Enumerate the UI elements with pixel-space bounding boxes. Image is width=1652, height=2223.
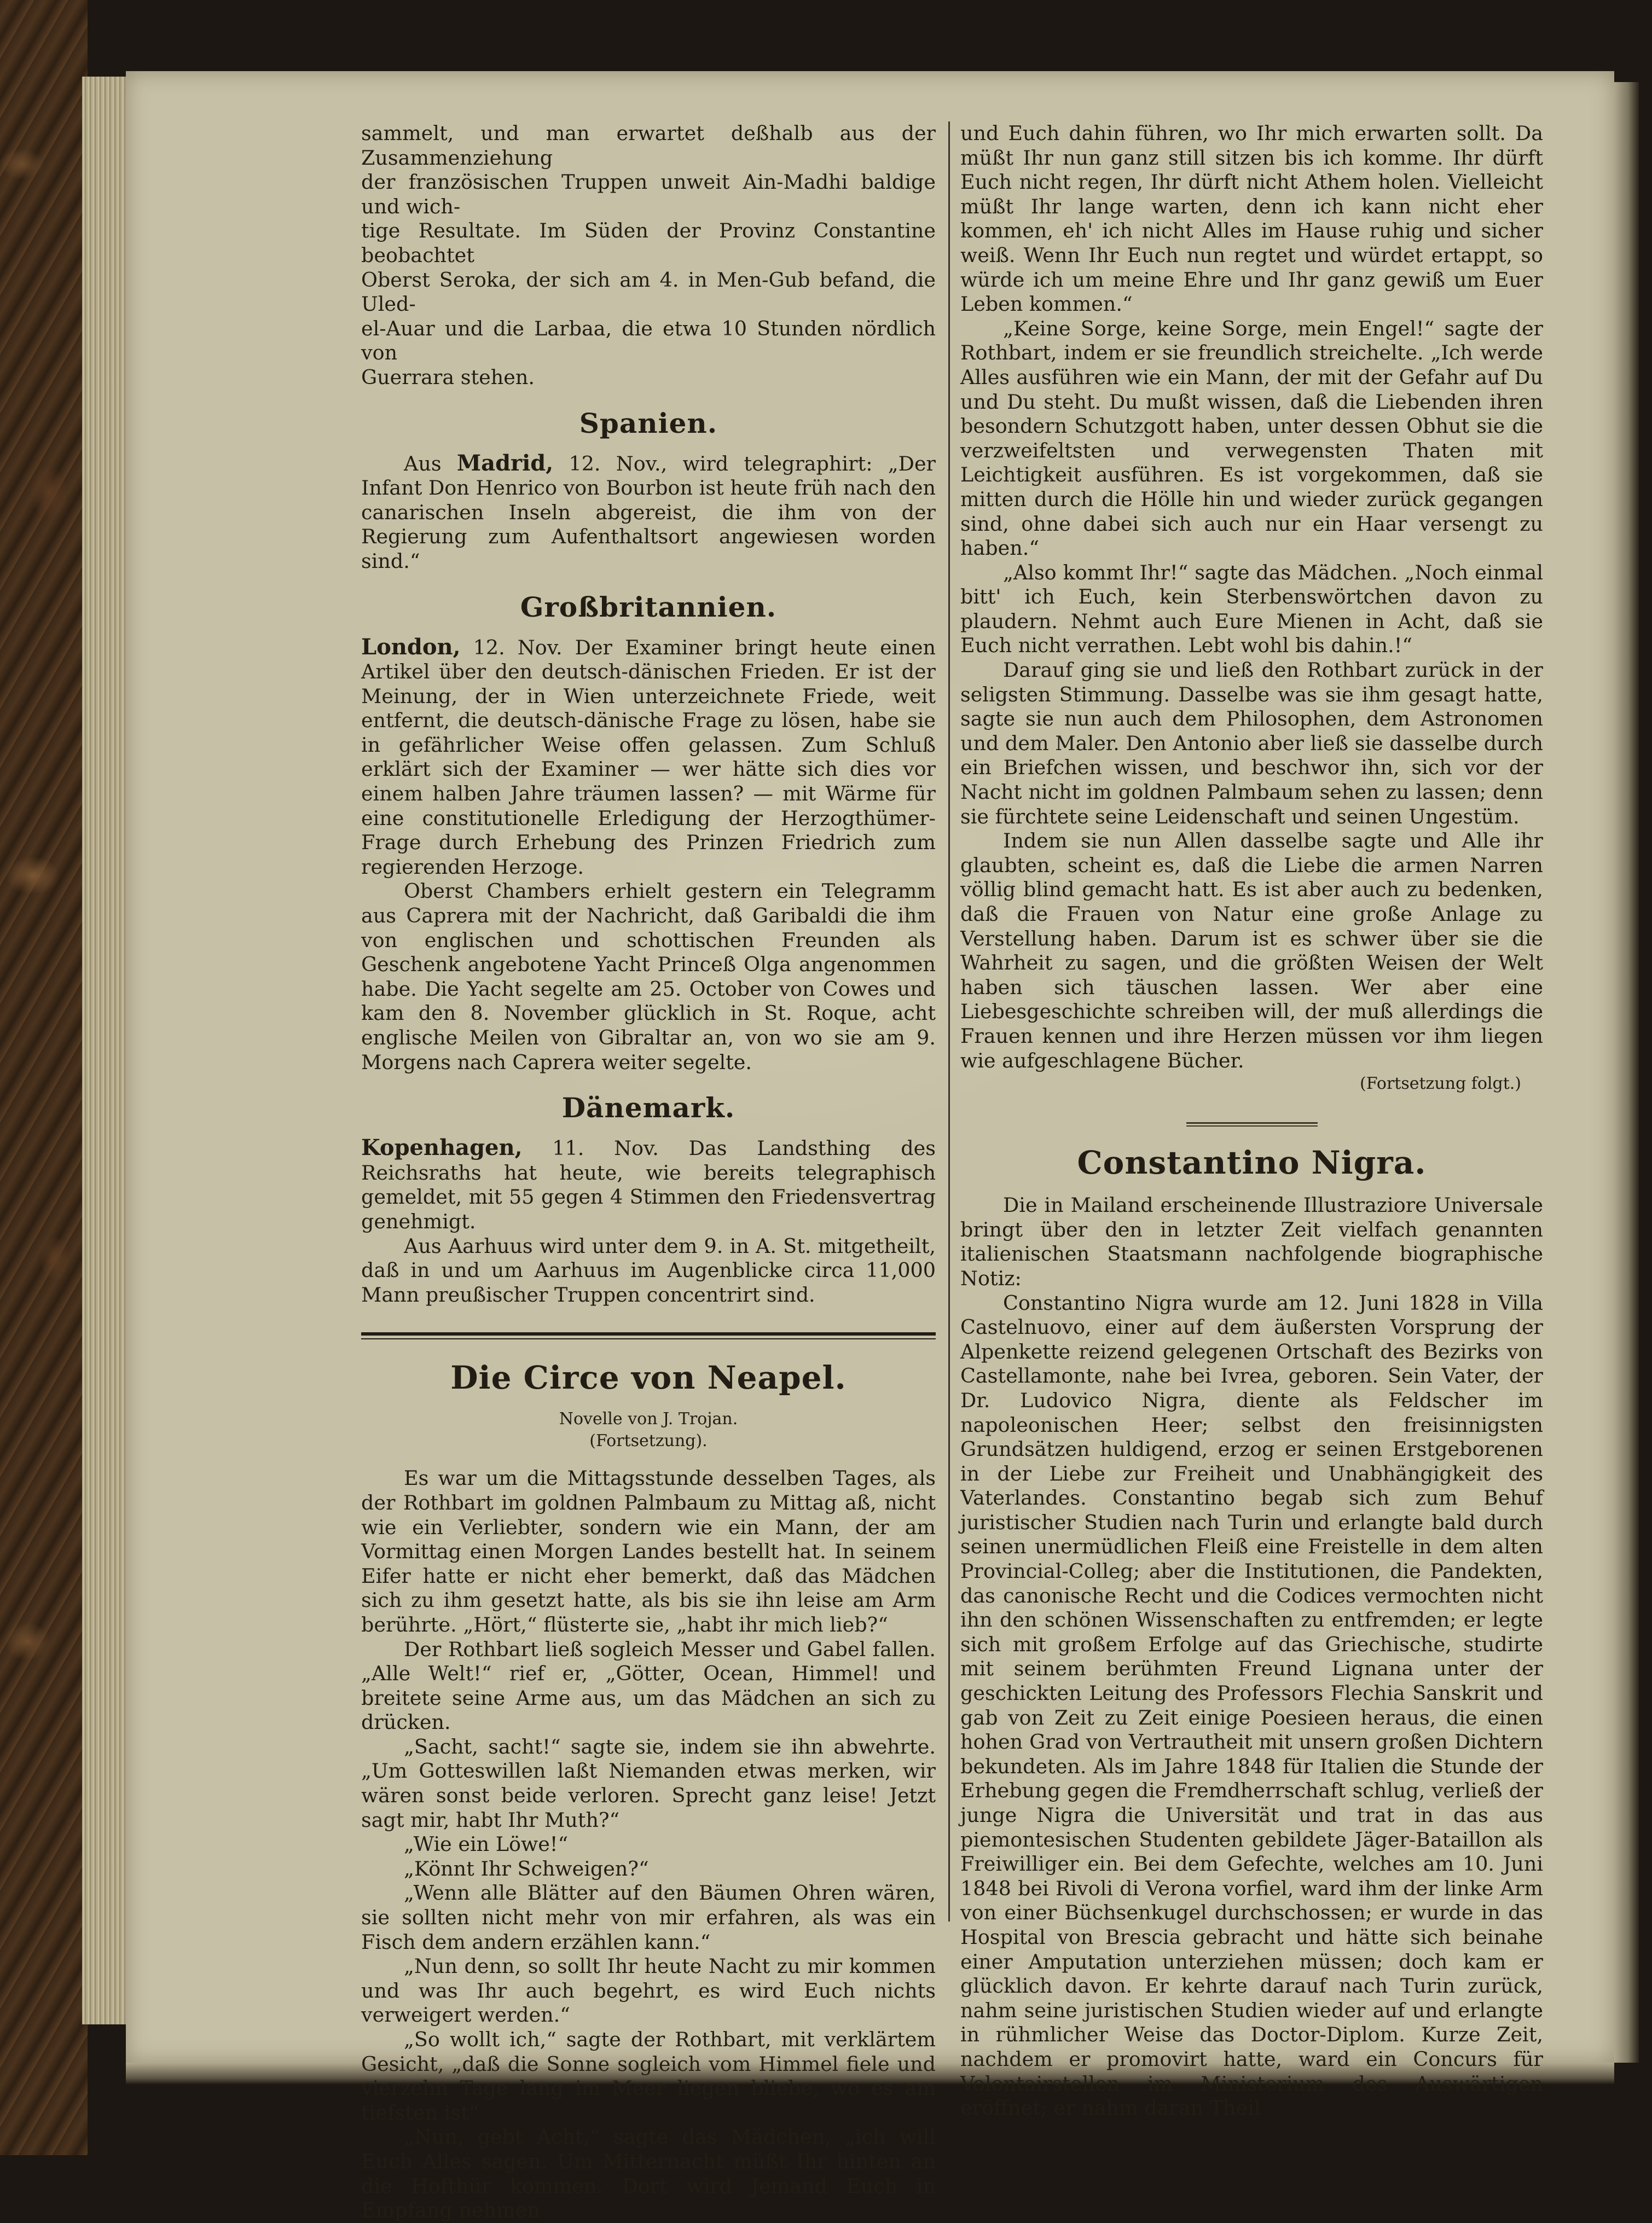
serial-paragraph: „Keine Sorge, keine Sorge, mein Engel!“ sagte der Rothbart, indem er sie freundlich streichelte. „Ich werde Alles ausführen wie ein Mann, der mit der Gefahr auf Du und Du steht. Du mußt wissen, daß die Liebenden ihren besondern Schutzgott haben, unter dessen Obhut sie die verzweifeltsten und verwegensten Thaten mit Leichtigkeit ausführen. Es ist vorgekommen, daß sie mitten durch die Hölle hin und wieder zurück gegangen sind, ohne dabei sich auch nur ein Haar versengt zu haben.“ — [960, 316, 1543, 560]
serial-paragraph: „Wenn alle Blätter auf den Bäumen Ohren wären, sie sollten nicht mehr von mir erfahren, als was ein Fisch dem andern erzählen kann.“ — [361, 1881, 936, 1954]
serial-paragraph: „Könnt Ihr Schweigen?“ — [404, 1856, 649, 1880]
article-garibaldi: Oberst Chambers erhielt gestern ein Telegramm aus Caprera mit der Nachricht, daß Garibaldi die ihm von englischen und schottischen Freunden als Geschenk angebotene Yacht Princeß Olga angenommen habe. Die Yacht segelte am 25. October von Cowes und kam den 8. November glücklich in St. Roque, acht englische Meilen von Gibraltar an, von wo sie am 9. Morgens nach Caprera weiter segelte. — [361, 879, 936, 1074]
article-spanien: Aus Madrid, 12. Nov., wird telegraphirt: „Der Infant Don Henrico von Bourbon ist heute früh nach den canarischen Inseln abgereist, die ihm von der Regierung zum Aufenthaltsort angewiesen worden sind.“ — [361, 450, 936, 573]
serial-byline: Novelle von J. Trojan. — [559, 1409, 738, 1429]
page-right-edge — [1612, 82, 1639, 2063]
section-heading-spanien: Spanien. — [579, 407, 718, 439]
column-divider — [948, 121, 950, 1922]
dateline-place: London, — [361, 634, 461, 660]
serial-paragraph: „Nun denn, so sollt Ihr heute Nacht zu mir kommen und was Ihr auch begehrt, es wird Euch nichts verweigert werden.“ — [361, 1954, 936, 2027]
section-divider-rule — [361, 1332, 936, 1339]
serial-paragraph: Darauf ging sie und ließ den Rothbart zurück in der seligsten Stimmung. Dasselbe was sie ihm gesagt hatte, sagte sie nun auch dem Philosophen, dem Astronomen und dem Maler. Den Antonio aber ließ sie dasselbe durch ein Briefchen wissen, und beschwor ihn, sich vor der Nacht nicht im goldnen Palmbaum sehen zu lassen; denn sie fürchtete seine Leidenschaft und seinen Ungestüm. — [960, 658, 1543, 828]
section-heading-grossbritannien: Großbritannien. — [520, 590, 777, 623]
right-column — [960, 121, 1543, 2121]
section-heading-nigra: Constantino Nigra. — [1077, 1144, 1427, 1182]
short-divider-rule — [1186, 1122, 1318, 1127]
serial-paragraph: Es war um die Mittagsstunde desselben Tages, als der Rothbart im goldnen Palmbaum zu Mittag aß, nicht wie ein Verliebter, sondern wie ein Mann, der am Vormittag einen Morgen Landes bestellt hat. In seinem Eifer hatte er nicht eher bemerkt, daß das Mädchen sich zu ihm gesetzt hatte, als bis sie ihn leise am Arm berührte. „Hört,“ flüsterte sie, „habt ihr mich lieb?“ — [361, 1466, 936, 1636]
serial-paragraph: und Euch dahin führen, wo Ihr mich erwarten sollt. Da müßt Ihr nun ganz still sitzen bis ich komme. Ihr dürft Euch nicht regen, Ihr dürft nicht Athem holen. Vielleicht müßt Ihr lange warten, denn ich kann nicht eher kommen, eh' ich nicht Alles im Hause ruhig und sicher weiß. Wenn Ihr Euch nun regtet und würdet ertappt, so würde ich um meine Ehre und Ihr ganz gewiß um Euer Leben kommen.“ — [960, 121, 1543, 316]
article-london: London, 12. Nov. Der Examiner bringt heute einen Artikel über den deutsch-dänischen Frieden. Er ist der Meinung, der in Wien unterzeichnete Friede, weit entfernt, die deutsch-dänische Frage zu lösen, habe sie in gefährlicher Weise offen gelassen. Zum Schluß erklärt sich der Examiner — wer hätte sich dies vor einem halben Jahre träumen lassen? — mit Wärme für eine constitutionelle Erledigung der Herzogthümer-Frage durch Erhebung des Prinzen Friedrich zum regierenden Herzoge. — [361, 634, 936, 879]
intro-text: sammelt, und man erwartet deßhalb aus der Zusammenziehung der französischen Truppen unweit Ain-Madhi baldige und wich- tige Resultate. Im Süden der Provinz Constantine beobachtet Oberst Seroka, der sich am 4. in Men-Gub befand, die Uled- el-Auar und die Larbaa, die etwa 10 Stunden nördlich von Guerrara stehen. — [361, 121, 936, 389]
serial-paragraph: Indem sie nun Allen dasselbe sagte und Alle ihr glaubten, scheint es, daß die Liebe die armen Narren völlig blind gemacht hatt. Es ist aber auch zu bedenken, daß die Frauen von Natur eine große Anlage zu Verstellung haben. Darum ist es schwer über sie die Wahrheit zu sagen, und die größten Weisen der Welt haben sich täuschen lassen. Wer aber eine Liebesgeschichte schreiben will, der muß allerdings die Frauen kennen und ihre Herzen müssen vor ihm liegen wie aufgeschlagene Bücher. — [960, 829, 1543, 1072]
article-kopenhagen: Kopenhagen, 11. Nov. Das Landsthing des Reichsraths hat heute, wie bereits telegraphisch gemeldet, mit 55 gegen 4 Stimmen den Friedensvertrag genehmigt. — [361, 1135, 936, 1233]
section-heading-daenemark: Dänemark. — [561, 1092, 735, 1124]
left-column — [361, 121, 936, 2223]
serial-continuation-note: (Fortsetzung). — [589, 1431, 708, 1451]
dateline-place: Kopenhagen, — [361, 1135, 523, 1161]
to-be-continued-note: (Fortsetzung folgt.) — [1360, 1074, 1521, 1094]
article-paragraph: Die in Mailand erscheinende Illustraziore Universale bringt über den in letzter Zeit vielfach genannten italienischen Staatsmann nachfolgende biographische Notiz: — [960, 1193, 1543, 1290]
article-aarhuus: Aus Aarhuus wird unter dem 9. in A. St. mitgetheilt, daß in und um Aarhuus im Augenblicke circa 11,000 Mann preußischer Truppen concentrirt sind. — [361, 1234, 936, 1307]
serial-title: Die Circe von Neapel. — [450, 1359, 847, 1397]
serial-paragraph: „Nun, gebt Acht,“ sagte das Mädchen, „ich will Euch Alles sagen. Um Mitternacht müßt Ihr hinten an die Hofthür kommen. Dort wird Jemand Euch in Empfang nehmen — [361, 2125, 936, 2222]
serial-paragraph: „So wollt ich,“ sagte der Rothbart, mit verklärtem Gesicht, „daß die Sonne sogleich vom Himmel fiele und vierzehn Tage lang im Meer liegen bliebe, wo es am tiefsten ist“ — [361, 2028, 936, 2125]
serial-paragraph: „Sacht, sacht!“ sagte sie, indem sie ihn abwehrte. „Um Gotteswillen laßt Niemanden etwas merken, wir wären sonst beide verloren. Sprecht ganz leise! Jetzt sagt mir, habt Ihr Muth?“ — [361, 1734, 936, 1832]
book-cover-marbled — [0, 0, 88, 2155]
serial-paragraph: „Also kommt Ihr!“ sagte das Mädchen. „Noch einmal bitt' ich Euch, kein Sterbenswörtchen davon zu plaudern. Nehmt auch Eure Mienen in Acht, daß sie Euch nicht verrathen. Lebt wohl bis dahin.!“ — [960, 560, 1543, 658]
serial-paragraph: Der Rothbart ließ sogleich Messer und Gabel fallen. „Alle Welt!“ rief er, „Götter, Ocean, Himmel! und breitete seine Arme aus, um das Mädchen an sich zu drücken. — [361, 1637, 936, 1734]
article-paragraph: Constantino Nigra wurde am 12. Juni 1828 in Villa Castelnuovo, einer auf dem äußersten Vorsprung der Alpenkette reizend gelegenen Ortschaft des Bezirks von Castellamonte, nahe bei Ivrea, geboren. Sein Vater, der Dr. Ludovico Nigra, diente als Feldscher im napoleonischen Heer; selbst den freisinnigsten Grundsätzen huldigend, erzog er seinen Erstgeborenen in der Liebe zur Freiheit und Unabhängigkeit des Vaterlandes. Constantino begab sich zum Behuf juristischer Studien nach Turin und erlangte bald durch seinen unermüdlichen Fleiß eine Freistelle in dem alten Provincial-Colleg; aber die Institutionen, die Pandekten, das canonische Recht und die Codices vermochten nicht ihn den schönen Wissenschaften zu entfremden; er legte sich mit großem Erfolge auf das Griechische, studirte mit seinem berühmten Freund Lignana unter der geschickten Leitung des Professors Flechia Sanskrit und gab von Zeit zu Zeit einige Poesieen heraus, die einen hohen Grad von Vertrautheit mit unsern großen Dichtern bekundeten. Als im Jahre 1848 für Italien die Stunde der Erhebung gegen die Fremdherrschaft schlug, verließ der junge Nigra die Universität und trat in das aus piemontesischen Studenten gebildete Jäger-Bataillon als Freiwilliger ein. Bei dem Gefechte, welches am 10. Juni 1848 bei Rivoli di Verona vorfiel, ward ihm der linke Arm von einer Büchsenkugel durchschossen; er wurde in das Hospital von Brescia gebracht und hätte sich beinahe einer Amputation unterziehen müssen; doch kam er glücklich davon. Er kehrte darauf nach Turin zurück, nahm seine juristischen Studien wieder auf und erlangte in rühmlicher Weise das Doctor-Diplom. Kurze Zeit, nachdem er promovirt hatte, ward ein Concurs für Volontairstellen im Ministerium des Auswärtigen eröffnet; er nahm daran Theil — [960, 1291, 1543, 2120]
serial-paragraph: „Wie ein Löwe!“ — [404, 1832, 569, 1856]
dateline-place: Madrid, — [456, 450, 554, 476]
